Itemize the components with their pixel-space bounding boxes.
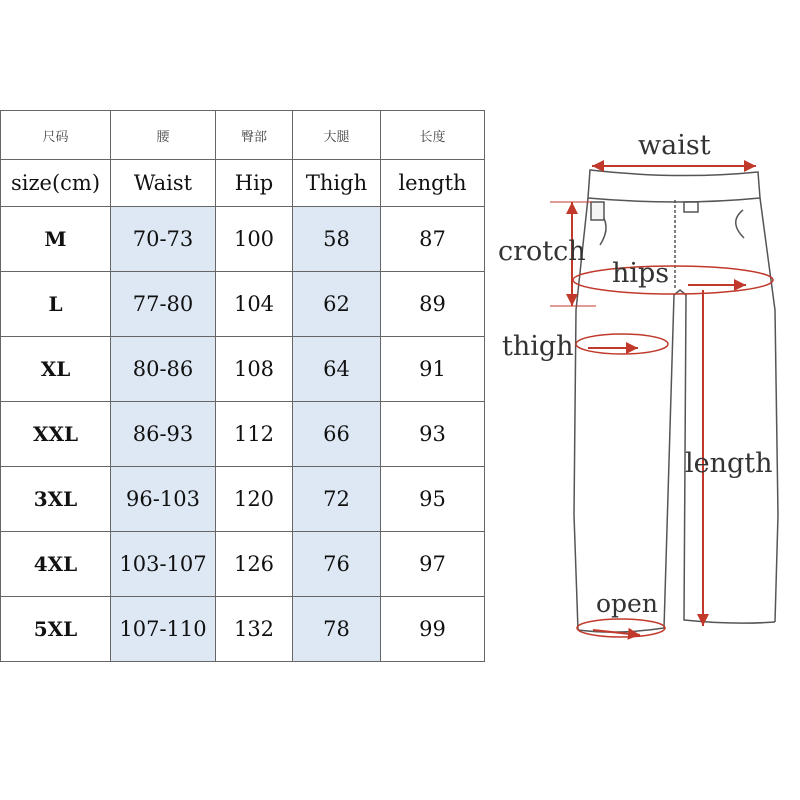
header-cn-length: 长度 [381, 111, 485, 160]
waist-label: waist [638, 130, 711, 161]
length-cell: 87 [381, 207, 485, 272]
hips-loop [573, 266, 773, 294]
crotch-label: crotch [498, 236, 586, 267]
waist-cell: 86-93 [111, 402, 216, 467]
header-cn-size: 尺码 [1, 111, 111, 160]
waist-cell: 107-110 [111, 597, 216, 662]
header-row-english [1, 160, 485, 207]
size-cell: 3XL [1, 467, 111, 532]
thigh-cell: 58 [293, 207, 381, 272]
length-cell: 95 [381, 467, 485, 532]
thigh-cell: 72 [293, 467, 381, 532]
table-row [1, 402, 485, 467]
table-row [1, 467, 485, 532]
pants-measurement-diagram [488, 110, 800, 655]
length-cell: 93 [381, 402, 485, 467]
header-cn-thigh: 大腿 [293, 111, 381, 160]
length-cell: 97 [381, 532, 485, 597]
pants-outline [574, 170, 778, 632]
size-chart-table [0, 110, 485, 662]
table-row [1, 207, 485, 272]
header-hip: Hip [216, 160, 293, 207]
table-row [1, 532, 485, 597]
size-cell: M [1, 207, 111, 272]
waist-cell: 103-107 [111, 532, 216, 597]
hip-cell: 100 [216, 207, 293, 272]
hips-label: hips [612, 258, 670, 289]
length-label: length [685, 448, 773, 479]
thigh-cell: 62 [293, 272, 381, 337]
header-cn-waist: 腰 [111, 111, 216, 160]
waist-cell: 80-86 [111, 337, 216, 402]
header-length: length [381, 160, 485, 207]
table-row [1, 597, 485, 662]
size-cell: 5XL [1, 597, 111, 662]
size-cell: XL [1, 337, 111, 402]
open-label: open [596, 589, 658, 618]
waist-cell: 96-103 [111, 467, 216, 532]
hip-cell: 120 [216, 467, 293, 532]
waist-cell: 70-73 [111, 207, 216, 272]
thigh-loop [576, 334, 668, 354]
table-row [1, 272, 485, 337]
header-size: size(cm) [1, 160, 111, 207]
thigh-cell: 64 [293, 337, 381, 402]
header-waist: Waist [111, 160, 216, 207]
header-cn-hip: 臀部 [216, 111, 293, 160]
size-cell: L [1, 272, 111, 337]
size-cell: 4XL [1, 532, 111, 597]
length-cell: 91 [381, 337, 485, 402]
open-loop [577, 619, 665, 637]
table-row [1, 337, 485, 402]
thigh-cell: 76 [293, 532, 381, 597]
header-thigh: Thigh [293, 160, 381, 207]
header-row-chinese [1, 111, 485, 160]
length-cell: 99 [381, 597, 485, 662]
hip-cell: 126 [216, 532, 293, 597]
hip-cell: 112 [216, 402, 293, 467]
thigh-cell: 66 [293, 402, 381, 467]
size-cell: XXL [1, 402, 111, 467]
hip-cell: 132 [216, 597, 293, 662]
hip-cell: 104 [216, 272, 293, 337]
length-cell: 89 [381, 272, 485, 337]
thigh-label: thigh [502, 331, 574, 362]
thigh-cell: 78 [293, 597, 381, 662]
waist-cell: 77-80 [111, 272, 216, 337]
hip-cell: 108 [216, 337, 293, 402]
